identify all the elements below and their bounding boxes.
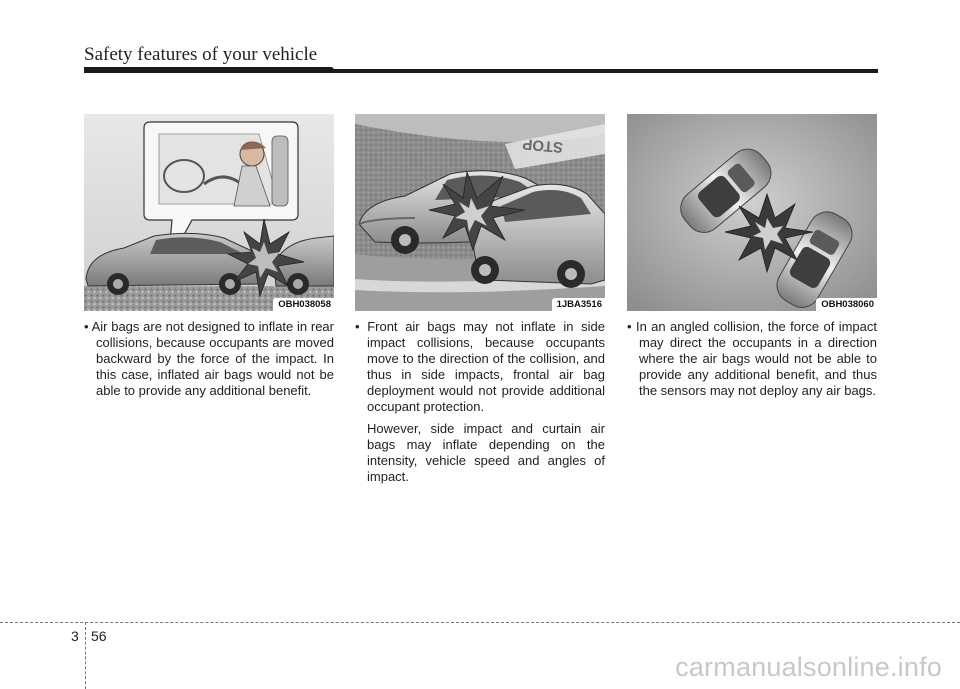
footer-vertical-rule: [85, 622, 86, 689]
figure-code: OBH038058: [273, 298, 334, 311]
column-text: [355, 319, 605, 485]
figure-code: OBH038060: [816, 298, 877, 311]
figure-angled-collision: [627, 114, 877, 311]
column-text: [627, 319, 877, 399]
footer-rule: [0, 622, 960, 623]
page-number: 56: [91, 628, 107, 644]
title-rule: [84, 69, 878, 73]
bullet-item: • Front air bags may not inflate in side impact collisions, because occupants move to the direction of the collision, and thus in side impacts, frontal air bag deployment would not provide additional occupant protection.: [355, 319, 605, 415]
bullet-item: • In an angled collision, the force of impact may direct the occupants in a direction where the air bags would not be able to provide any additional benefit, and thus the sensors may not deploy any air bags.: [627, 319, 877, 399]
section-title: Safety features of your vehicle: [84, 44, 318, 65]
watermark: carmanualsonline.info: [675, 652, 942, 682]
figure-rear-collision: [84, 114, 334, 311]
rear-collision-illustration: [84, 114, 334, 311]
column-side-impact: [355, 114, 605, 485]
column-angled-collision: [627, 114, 877, 399]
bullet-item: • Air bags are not designed to inflate in rear collisions, because occupants are moved backward by the force of the impact. In this case, inflated air bags would not be able to provide any additional benefit.: [84, 319, 334, 399]
road-marking-text: STOP: [521, 135, 564, 156]
figure-side-impact: [355, 114, 605, 311]
follow-up-paragraph: However, side impact and curtain air bags may inflate depending on the intensity, vehicle speed and angles of impact.: [367, 421, 605, 484]
angled-collision-illustration: [627, 114, 877, 311]
side-impact-illustration: [355, 114, 605, 311]
figure-code: 1JBA3516: [552, 298, 605, 311]
column-rear-collision: [84, 114, 334, 399]
column-text: [84, 319, 334, 399]
chapter-number: 3: [71, 628, 79, 644]
